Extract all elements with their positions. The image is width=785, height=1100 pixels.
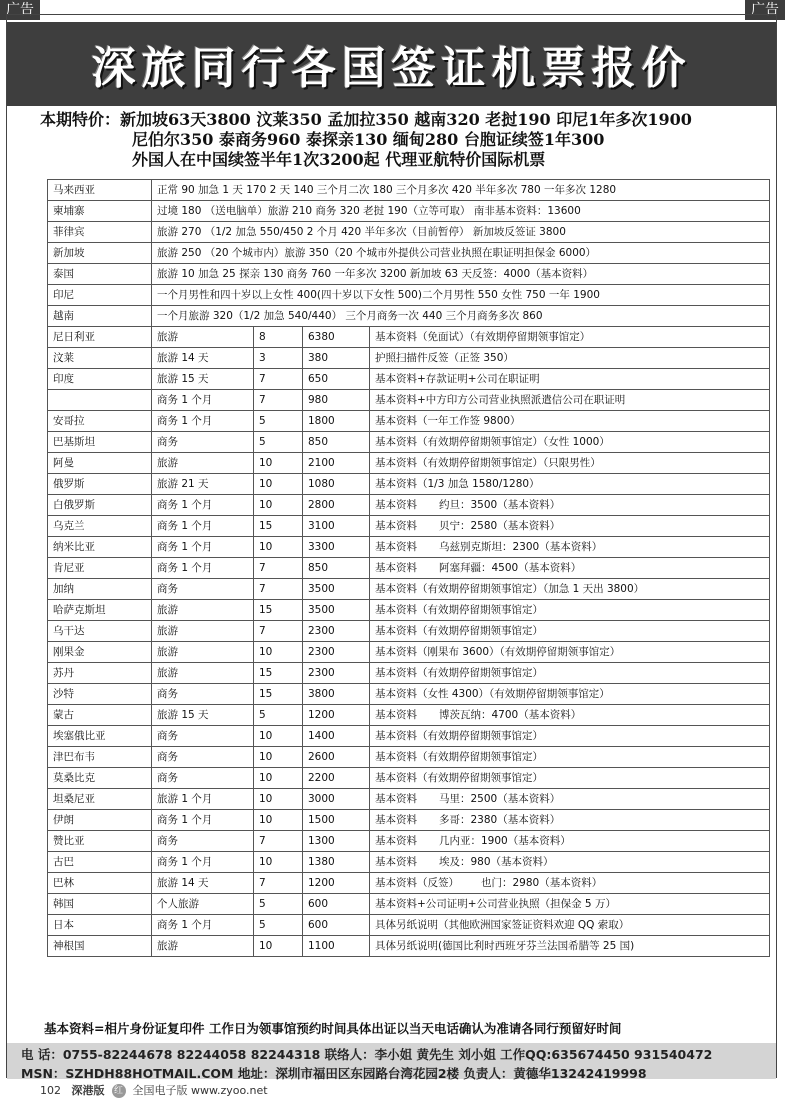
- country-cell: 汶莱: [48, 348, 152, 369]
- extra-note-text: 几内亚：1900（基本资料）: [439, 835, 571, 847]
- table-row: [48, 600, 770, 621]
- banner-title: 深旅同行各国签证机票报价: [91, 43, 692, 94]
- note-text: 基本资料（有效期停留期领事馆定）: [375, 604, 543, 616]
- type-cell: 商务: [152, 747, 254, 768]
- days-cell: 3: [254, 348, 303, 369]
- note-cell: [370, 642, 770, 663]
- country-cell: 莫桑比克: [48, 768, 152, 789]
- note-text: 基本资料（有效期停留期领事馆定）: [375, 772, 543, 784]
- note-cell: [370, 768, 770, 789]
- table-row: [48, 516, 770, 537]
- type-cell: 旅游: [152, 621, 254, 642]
- type-cell: 商务: [152, 726, 254, 747]
- days-cell: 10: [254, 789, 303, 810]
- type-cell: 旅游: [152, 936, 254, 957]
- page-number: 102: [40, 1084, 61, 1097]
- table-row: [48, 243, 770, 264]
- table-row: [48, 810, 770, 831]
- table-row: [48, 348, 770, 369]
- days-cell: 7: [254, 390, 303, 411]
- price-cell: 1800: [303, 411, 370, 432]
- note-cell: [370, 411, 770, 432]
- type-cell: 旅游 15 天: [152, 705, 254, 726]
- price-cell: 2200: [303, 768, 370, 789]
- table-row: [48, 558, 770, 579]
- price-cell: 650: [303, 369, 370, 390]
- price-cell: 600: [303, 915, 370, 936]
- specials-line-2: 尼伯尔350 泰商务960 泰探亲130 缅甸280 台胞证续签1年300: [132, 130, 605, 149]
- table-row: [48, 642, 770, 663]
- price-cell: 2300: [303, 642, 370, 663]
- country-cell: 沙特: [48, 684, 152, 705]
- days-cell: 7: [254, 831, 303, 852]
- note-text: 基本资料: [375, 835, 417, 847]
- note-cell: [370, 579, 770, 600]
- detail-cell: 旅游 250 （20 个城市内）旅游 350（20 个城市外提供公司营业执照在职证明担保金 6000）: [152, 243, 770, 264]
- price-cell: 1100: [303, 936, 370, 957]
- table-row: [48, 537, 770, 558]
- days-cell: 15: [254, 516, 303, 537]
- note-text: 基本资料: [375, 793, 417, 805]
- country-cell: 尼日利亚: [48, 327, 152, 348]
- type-cell: 旅游 15 天: [152, 369, 254, 390]
- country-cell: 马来西亚: [48, 180, 152, 201]
- note-cell: [370, 663, 770, 684]
- note-cell: [370, 705, 770, 726]
- country-cell: 俄罗斯: [48, 474, 152, 495]
- note-text: 基本资料: [375, 814, 417, 826]
- country-cell: 泰国: [48, 264, 152, 285]
- days-cell: 15: [254, 600, 303, 621]
- country-cell: 赞比亚: [48, 831, 152, 852]
- detail-cell: 过境 180 （送电脑单）旅游 210 商务 320 老挝 190（立等可取） 南非基本资料：13600: [152, 201, 770, 222]
- note-cell: [370, 726, 770, 747]
- days-cell: 10: [254, 852, 303, 873]
- note-cell: [370, 432, 770, 453]
- type-cell: 商务: [152, 432, 254, 453]
- extra-note-text: 埃及：980（基本资料）: [439, 856, 554, 868]
- table-row: [48, 684, 770, 705]
- country-cell: 乌干达: [48, 621, 152, 642]
- table-row: [48, 621, 770, 642]
- note-cell: [370, 873, 770, 894]
- table-row: [48, 705, 770, 726]
- price-cell: 1380: [303, 852, 370, 873]
- table-row: [48, 936, 770, 957]
- table-row: [48, 201, 770, 222]
- table-row: [48, 411, 770, 432]
- note-cell: [370, 747, 770, 768]
- contact-line-2: MSN：SZHDH88HOTMAIL.COM 地址：深圳市福田区东园路台湾花园2楼 负责人：黄德华13242419998: [21, 1066, 647, 1081]
- country-cell: 哈萨克斯坦: [48, 600, 152, 621]
- type-cell: 旅游: [152, 642, 254, 663]
- detail-cell: 旅游 270 （1/2 加急 550/450 2 个月 420 半年多次（目前暂停） 新加坡反签证 3800: [152, 222, 770, 243]
- price-cell: 380: [303, 348, 370, 369]
- banner: [7, 22, 776, 106]
- table-row: [48, 915, 770, 936]
- note-text: 基本资料: [375, 520, 417, 532]
- note-text: 基本资料+存款证明+公司在职证明: [375, 373, 540, 385]
- days-cell: 5: [254, 894, 303, 915]
- badge-icon: 红: [112, 1084, 126, 1098]
- note-text: 基本资料: [375, 499, 417, 511]
- days-cell: 10: [254, 642, 303, 663]
- country-cell: 刚果金: [48, 642, 152, 663]
- type-cell: 商务 1 个月: [152, 810, 254, 831]
- note-text: 基本资料（刚果布 3600）（有效期停留期领事馆定）: [375, 646, 621, 658]
- footnote: 基本资料=相片身份证复印件 工作日为领事馆预约时间具体出证以当天电话确认为准请各同行预留好时间: [44, 1021, 622, 1036]
- price-cell: 2800: [303, 495, 370, 516]
- days-cell: 10: [254, 495, 303, 516]
- edition-label: 深港版: [71, 1084, 105, 1097]
- days-cell: 7: [254, 369, 303, 390]
- extra-note-text: 乌兹别克斯坦：2300（基本资料）: [439, 541, 603, 553]
- country-cell: 巴林: [48, 873, 152, 894]
- price-cell: 2600: [303, 747, 370, 768]
- country-cell: 阿曼: [48, 453, 152, 474]
- country-cell: 纳米比亚: [48, 537, 152, 558]
- country-cell: 古巴: [48, 852, 152, 873]
- note-text: 基本资料: [375, 856, 417, 868]
- page-footer: [40, 1082, 268, 1098]
- country-cell: 神根国: [48, 936, 152, 957]
- ad-label-right: 广告: [745, 0, 785, 20]
- note-text: 基本资料+公司证明+公司营业执照（担保金 5 万）: [375, 898, 616, 910]
- table-row: [48, 369, 770, 390]
- note-text: 基本资料（有效期停留期领事馆定）: [375, 625, 543, 637]
- country-cell: 日本: [48, 915, 152, 936]
- country-cell: 蒙古: [48, 705, 152, 726]
- detail-cell: 旅游 10 加急 25 探亲 130 商务 760 一年多次 3200 新加坡 63 天反签：4000（基本资料）: [152, 264, 770, 285]
- extra-note-text: 约旦：3500（基本资料）: [439, 499, 561, 511]
- note-text: 基本资料（有效期停留期领事馆定）（女性 1000）: [375, 436, 610, 448]
- table-row: [48, 306, 770, 327]
- note-cell: [370, 348, 770, 369]
- note-text: 基本资料: [375, 541, 417, 553]
- specials-line-1: 本期特价：新加坡63天3800 汶莱350 孟加拉350 越南320 老挝190 印尼1年多次1900: [40, 110, 692, 129]
- note-cell: [370, 495, 770, 516]
- note-cell: [370, 894, 770, 915]
- type-cell: 商务 1 个月: [152, 915, 254, 936]
- country-cell: 乌克兰: [48, 516, 152, 537]
- type-cell: 商务 1 个月: [152, 411, 254, 432]
- type-cell: 商务 1 个月: [152, 390, 254, 411]
- price-cell: 3500: [303, 600, 370, 621]
- days-cell: 5: [254, 915, 303, 936]
- table-row: [48, 579, 770, 600]
- type-cell: 商务: [152, 831, 254, 852]
- days-cell: 15: [254, 684, 303, 705]
- days-cell: 5: [254, 411, 303, 432]
- table-row: [48, 180, 770, 201]
- price-cell: 1300: [303, 831, 370, 852]
- country-cell: 巴基斯坦: [48, 432, 152, 453]
- note-text: 基本资料（女性 4300）（有效期停留期领事馆定）: [375, 688, 610, 700]
- country-cell: 坦桑尼亚: [48, 789, 152, 810]
- type-cell: 旅游 14 天: [152, 873, 254, 894]
- note-cell: [370, 369, 770, 390]
- note-cell: [370, 915, 770, 936]
- table-row: [48, 663, 770, 684]
- price-cell: 1080: [303, 474, 370, 495]
- country-cell: 苏丹: [48, 663, 152, 684]
- type-cell: 商务: [152, 768, 254, 789]
- extra-note-text: 多哥：2380（基本资料）: [439, 814, 561, 826]
- country-cell: 白俄罗斯: [48, 495, 152, 516]
- price-cell: 2300: [303, 621, 370, 642]
- note-text: 基本资料（有效期停留期领事馆定）（加急 1 天出 3800）: [375, 583, 645, 595]
- note-cell: [370, 537, 770, 558]
- note-cell: [370, 852, 770, 873]
- country-cell: 埃塞俄比亚: [48, 726, 152, 747]
- type-cell: 商务 1 个月: [152, 516, 254, 537]
- price-cell: 1500: [303, 810, 370, 831]
- price-cell: 3100: [303, 516, 370, 537]
- table-row: [48, 474, 770, 495]
- table-row: [48, 768, 770, 789]
- table-row: [48, 789, 770, 810]
- price-cell: 6380: [303, 327, 370, 348]
- note-cell: [370, 936, 770, 957]
- contact-line-1: 电 话：0755-82244678 82244058 82244318 联络人：李小姐 黄先生 刘小姐 工作QQ:635674450 931540472: [21, 1047, 713, 1062]
- note-text: 基本资料（免面试）（有效期停留期领事馆定）: [375, 331, 591, 343]
- note-cell: [370, 558, 770, 579]
- type-cell: 旅游: [152, 453, 254, 474]
- specials-line-3: 外国人在中国续签半年1次3200起 代理亚航特价国际机票: [132, 150, 546, 169]
- type-cell: 旅游: [152, 327, 254, 348]
- country-cell: 柬埔寨: [48, 201, 152, 222]
- type-cell: 个人旅游: [152, 894, 254, 915]
- type-cell: 旅游: [152, 600, 254, 621]
- price-cell: 1400: [303, 726, 370, 747]
- table-row: [48, 495, 770, 516]
- country-cell: 越南: [48, 306, 152, 327]
- days-cell: 10: [254, 537, 303, 558]
- contact-bar: [7, 1043, 776, 1079]
- table-row: [48, 852, 770, 873]
- price-cell: 2300: [303, 663, 370, 684]
- extra-note-text: 贝宁：2580（基本资料）: [439, 520, 561, 532]
- table-row: [48, 264, 770, 285]
- price-cell: 850: [303, 432, 370, 453]
- table-row: [48, 873, 770, 894]
- price-cell: 3000: [303, 789, 370, 810]
- note-text: 护照扫描件反签（正签 350）: [375, 352, 514, 364]
- price-cell: 2100: [303, 453, 370, 474]
- detail-cell: 一个月男性和四十岁以上女性 400(四十岁以下女性 500)二个月男性 550 女性 750 一年 1900: [152, 285, 770, 306]
- note-cell: [370, 474, 770, 495]
- country-cell: 肯尼亚: [48, 558, 152, 579]
- days-cell: 5: [254, 432, 303, 453]
- price-cell: 3800: [303, 684, 370, 705]
- days-cell: 10: [254, 768, 303, 789]
- table-row: [48, 894, 770, 915]
- days-cell: 10: [254, 747, 303, 768]
- extra-note-text: 也门：2980（基本资料）: [481, 877, 603, 889]
- days-cell: 7: [254, 621, 303, 642]
- site-label: 全国电子版 www.zyoo.net: [132, 1084, 268, 1097]
- country-cell: 津巴布韦: [48, 747, 152, 768]
- specials-block: [40, 110, 760, 170]
- note-text: 具体另纸说明（其他欧洲国家签证资料欢迎 QQ 索取）: [375, 919, 630, 931]
- note-cell: [370, 810, 770, 831]
- ad-label-left: 广告: [0, 0, 40, 20]
- type-cell: 商务 1 个月: [152, 537, 254, 558]
- days-cell: 10: [254, 474, 303, 495]
- type-cell: 旅游 21 天: [152, 474, 254, 495]
- table-row: [48, 222, 770, 243]
- note-cell: [370, 831, 770, 852]
- note-cell: [370, 390, 770, 411]
- note-text: 基本资料+中方印方公司营业执照派遣信公司在职证明: [375, 394, 626, 406]
- price-cell: 1200: [303, 873, 370, 894]
- days-cell: 10: [254, 453, 303, 474]
- price-cell: 980: [303, 390, 370, 411]
- country-cell: 韩国: [48, 894, 152, 915]
- days-cell: 15: [254, 663, 303, 684]
- note-cell: [370, 327, 770, 348]
- days-cell: 7: [254, 579, 303, 600]
- price-cell: 3300: [303, 537, 370, 558]
- extra-note-text: 博茨瓦纳：4700（基本资料）: [439, 709, 582, 721]
- table-row: [48, 327, 770, 348]
- note-text: 基本资料（有效期停留期领事馆定）: [375, 667, 543, 679]
- type-cell: 旅游: [152, 663, 254, 684]
- days-cell: 10: [254, 936, 303, 957]
- note-text: 基本资料: [375, 709, 417, 721]
- country-cell: 伊朗: [48, 810, 152, 831]
- price-cell: 850: [303, 558, 370, 579]
- note-cell: [370, 684, 770, 705]
- note-text: 基本资料（有效期停留期领事馆定）: [375, 730, 543, 742]
- note-cell: [370, 621, 770, 642]
- price-cell: 600: [303, 894, 370, 915]
- days-cell: 7: [254, 873, 303, 894]
- country-cell: 加纳: [48, 579, 152, 600]
- table-row: [48, 726, 770, 747]
- table-row: [48, 285, 770, 306]
- note-text: 基本资料（1/3 加急 1580/1280）: [375, 478, 540, 490]
- detail-cell: 一个月旅游 320（1/2 加急 540/440） 三个月商务一次 440 三个月商务多次 860: [152, 306, 770, 327]
- note-text: 基本资料（有效期停留期领事馆定）（只限男性）: [375, 457, 601, 469]
- table-row: [48, 432, 770, 453]
- country-cell: 新加坡: [48, 243, 152, 264]
- country-cell: 安哥拉: [48, 411, 152, 432]
- extra-note-text: 马里：2500（基本资料）: [439, 793, 561, 805]
- type-cell: 旅游 14 天: [152, 348, 254, 369]
- days-cell: 5: [254, 705, 303, 726]
- type-cell: 商务 1 个月: [152, 495, 254, 516]
- country-cell: [48, 390, 152, 411]
- days-cell: 10: [254, 726, 303, 747]
- country-cell: 印尼: [48, 285, 152, 306]
- days-cell: 7: [254, 558, 303, 579]
- note-cell: [370, 789, 770, 810]
- type-cell: 商务: [152, 684, 254, 705]
- note-cell: [370, 516, 770, 537]
- note-cell: [370, 453, 770, 474]
- note-text: 基本资料（一年工作签 9800）: [375, 415, 521, 427]
- days-cell: 10: [254, 810, 303, 831]
- table-row: [48, 747, 770, 768]
- note-text: 具体另纸说明(德国比利时西班牙芬兰法国希腊等 25 国): [375, 940, 635, 952]
- note-text: 基本资料（有效期停留期领事馆定）: [375, 751, 543, 763]
- detail-cell: 正常 90 加急 1 天 170 2 天 140 三个月二次 180 三个月多次 420 半年多次 780 一年多次 1280: [152, 180, 770, 201]
- country-cell: 印度: [48, 369, 152, 390]
- table-row: [48, 453, 770, 474]
- country-cell: 菲律宾: [48, 222, 152, 243]
- table-row: [48, 390, 770, 411]
- type-cell: 商务: [152, 579, 254, 600]
- price-cell: 1200: [303, 705, 370, 726]
- note-text: 基本资料（反签）: [375, 877, 459, 889]
- type-cell: 商务 1 个月: [152, 852, 254, 873]
- extra-note-text: 阿塞拜疆：4500（基本资料）: [439, 562, 582, 574]
- note-text: 基本资料: [375, 562, 417, 574]
- type-cell: 旅游 1 个月: [152, 789, 254, 810]
- days-cell: 8: [254, 327, 303, 348]
- price-cell: 3500: [303, 579, 370, 600]
- type-cell: 商务 1 个月: [152, 558, 254, 579]
- note-cell: [370, 600, 770, 621]
- price-table: [47, 179, 770, 957]
- table-row: [48, 831, 770, 852]
